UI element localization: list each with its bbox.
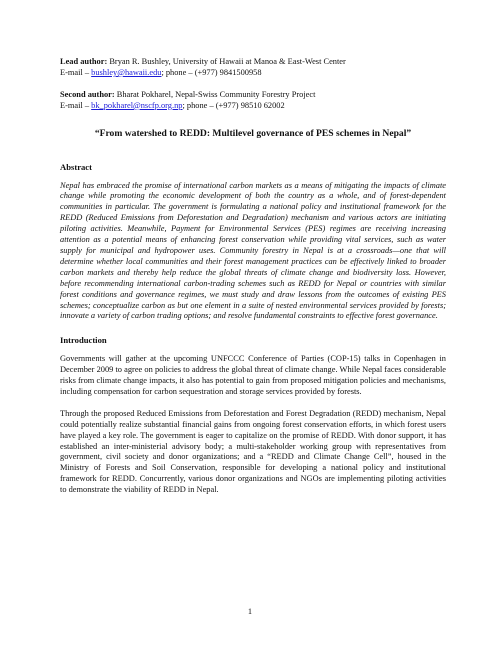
lead-email-prefix: E-mail – (60, 67, 92, 77)
lead-email-link[interactable]: bushley@hawaii.edu (91, 67, 162, 77)
second-author-contact (60, 101, 446, 112)
abstract-text: Nepal has embraced the promise of international carbon markets as a means of mitigating the impacts of climate change while promoting the economic development of both the country as a whole, and of forest-dependent communities in particular. The government is formulating a national policy and institutional framework for the REDD (Reduced Emissions from Deforestation and Degradation) mechanism and various actors are initiating piloting activities. Meanwhile, Payment for Environmental Services (PES) regimes are receiving increasing attention as a potential means of enhancing forest conservation while providing vital services, such as water supply for municipal and hydropower uses. Community forestry in Nepal is at a crossroads—one that will determine whether local communities and their forest management practices can be effectively linked to broader carbon markets and thereby help reduce the global threats of climate change and biodiversity loss. However, before recommending international carbon-trading schemes such as REDD for Nepal or countries with similar forest conditions and governance regimes, we must study and draw lessons from the outcomes of existing PES schemes; conceptualize carbon as but one element in a suite of nested environmental services provided by forests; innovate a variety of carbon trading options; and resolve fundamental constraints to effective forest governance. (60, 180, 446, 321)
lead-author-block (60, 57, 446, 79)
lead-author-contact (60, 68, 446, 79)
second-author-line (60, 90, 446, 101)
second-email-prefix: E-mail – (60, 100, 92, 110)
lead-author-details: Bryan R. Bushley, University of Hawaii at Manoa & East-West Center (107, 57, 346, 66)
second-email-link[interactable]: bk_pokharel@nscfp.org.np (91, 100, 183, 110)
abstract-heading: Abstract (60, 161, 92, 172)
lead-author-line (60, 57, 446, 68)
second-phone: ; phone – (+977) 98510 62002 (182, 100, 285, 110)
paper-title: “From watershed to REDD: Multilevel governance of PES schemes in Nepal” (94, 127, 412, 139)
introduction-heading: Introduction (60, 335, 107, 346)
lead-phone: ; phone – (+977) 9841500958 (161, 67, 262, 77)
page-content (60, 57, 446, 507)
lead-author-label: Lead author: (60, 57, 108, 66)
second-author-block (60, 90, 446, 112)
second-author-details: Bharat Pokharel, Nepal-Swiss Community Forestry Project (114, 89, 316, 99)
second-author-label: Second author: (60, 89, 115, 99)
introduction-paragraph: Governments will gather at the upcoming UNFCCC Conference of Parties (COP-15) talks in Copenhagen in December 2009 to agree on policies to address the global threat of climate change. While Nepal faces considerable risks from climate change impacts, it also has potential to gain from proposed mitigation policies and mechanisms, including compensation for carbon sequestration and storage services provided by forests. (60, 354, 446, 396)
page-number: 1 (247, 607, 253, 616)
introduction-paragraph: Through the proposed Reduced Emissions from Deforestation and Forest Degradation (REDD) mechanism, Nepal could potentially realize substantial financial gains from ongoing forest conservation efforts, in which forest users have played a key role. The government is eager to capitalize on the promise of REDD. With donor support, it has established an inter-ministerial advisory body; a multi-stakeholder working group with representatives from government, civil society and donor organizations; and a “REDD and Climate Change Cell”, housed in the Ministry of Forests and Soil Conservation, responsible for developing a national policy and institutional framework for REDD. Concurrently, various donor organizations and NGOs are implementing piloting activities to demonstrate the viability of REDD in Nepal. (60, 408, 446, 495)
